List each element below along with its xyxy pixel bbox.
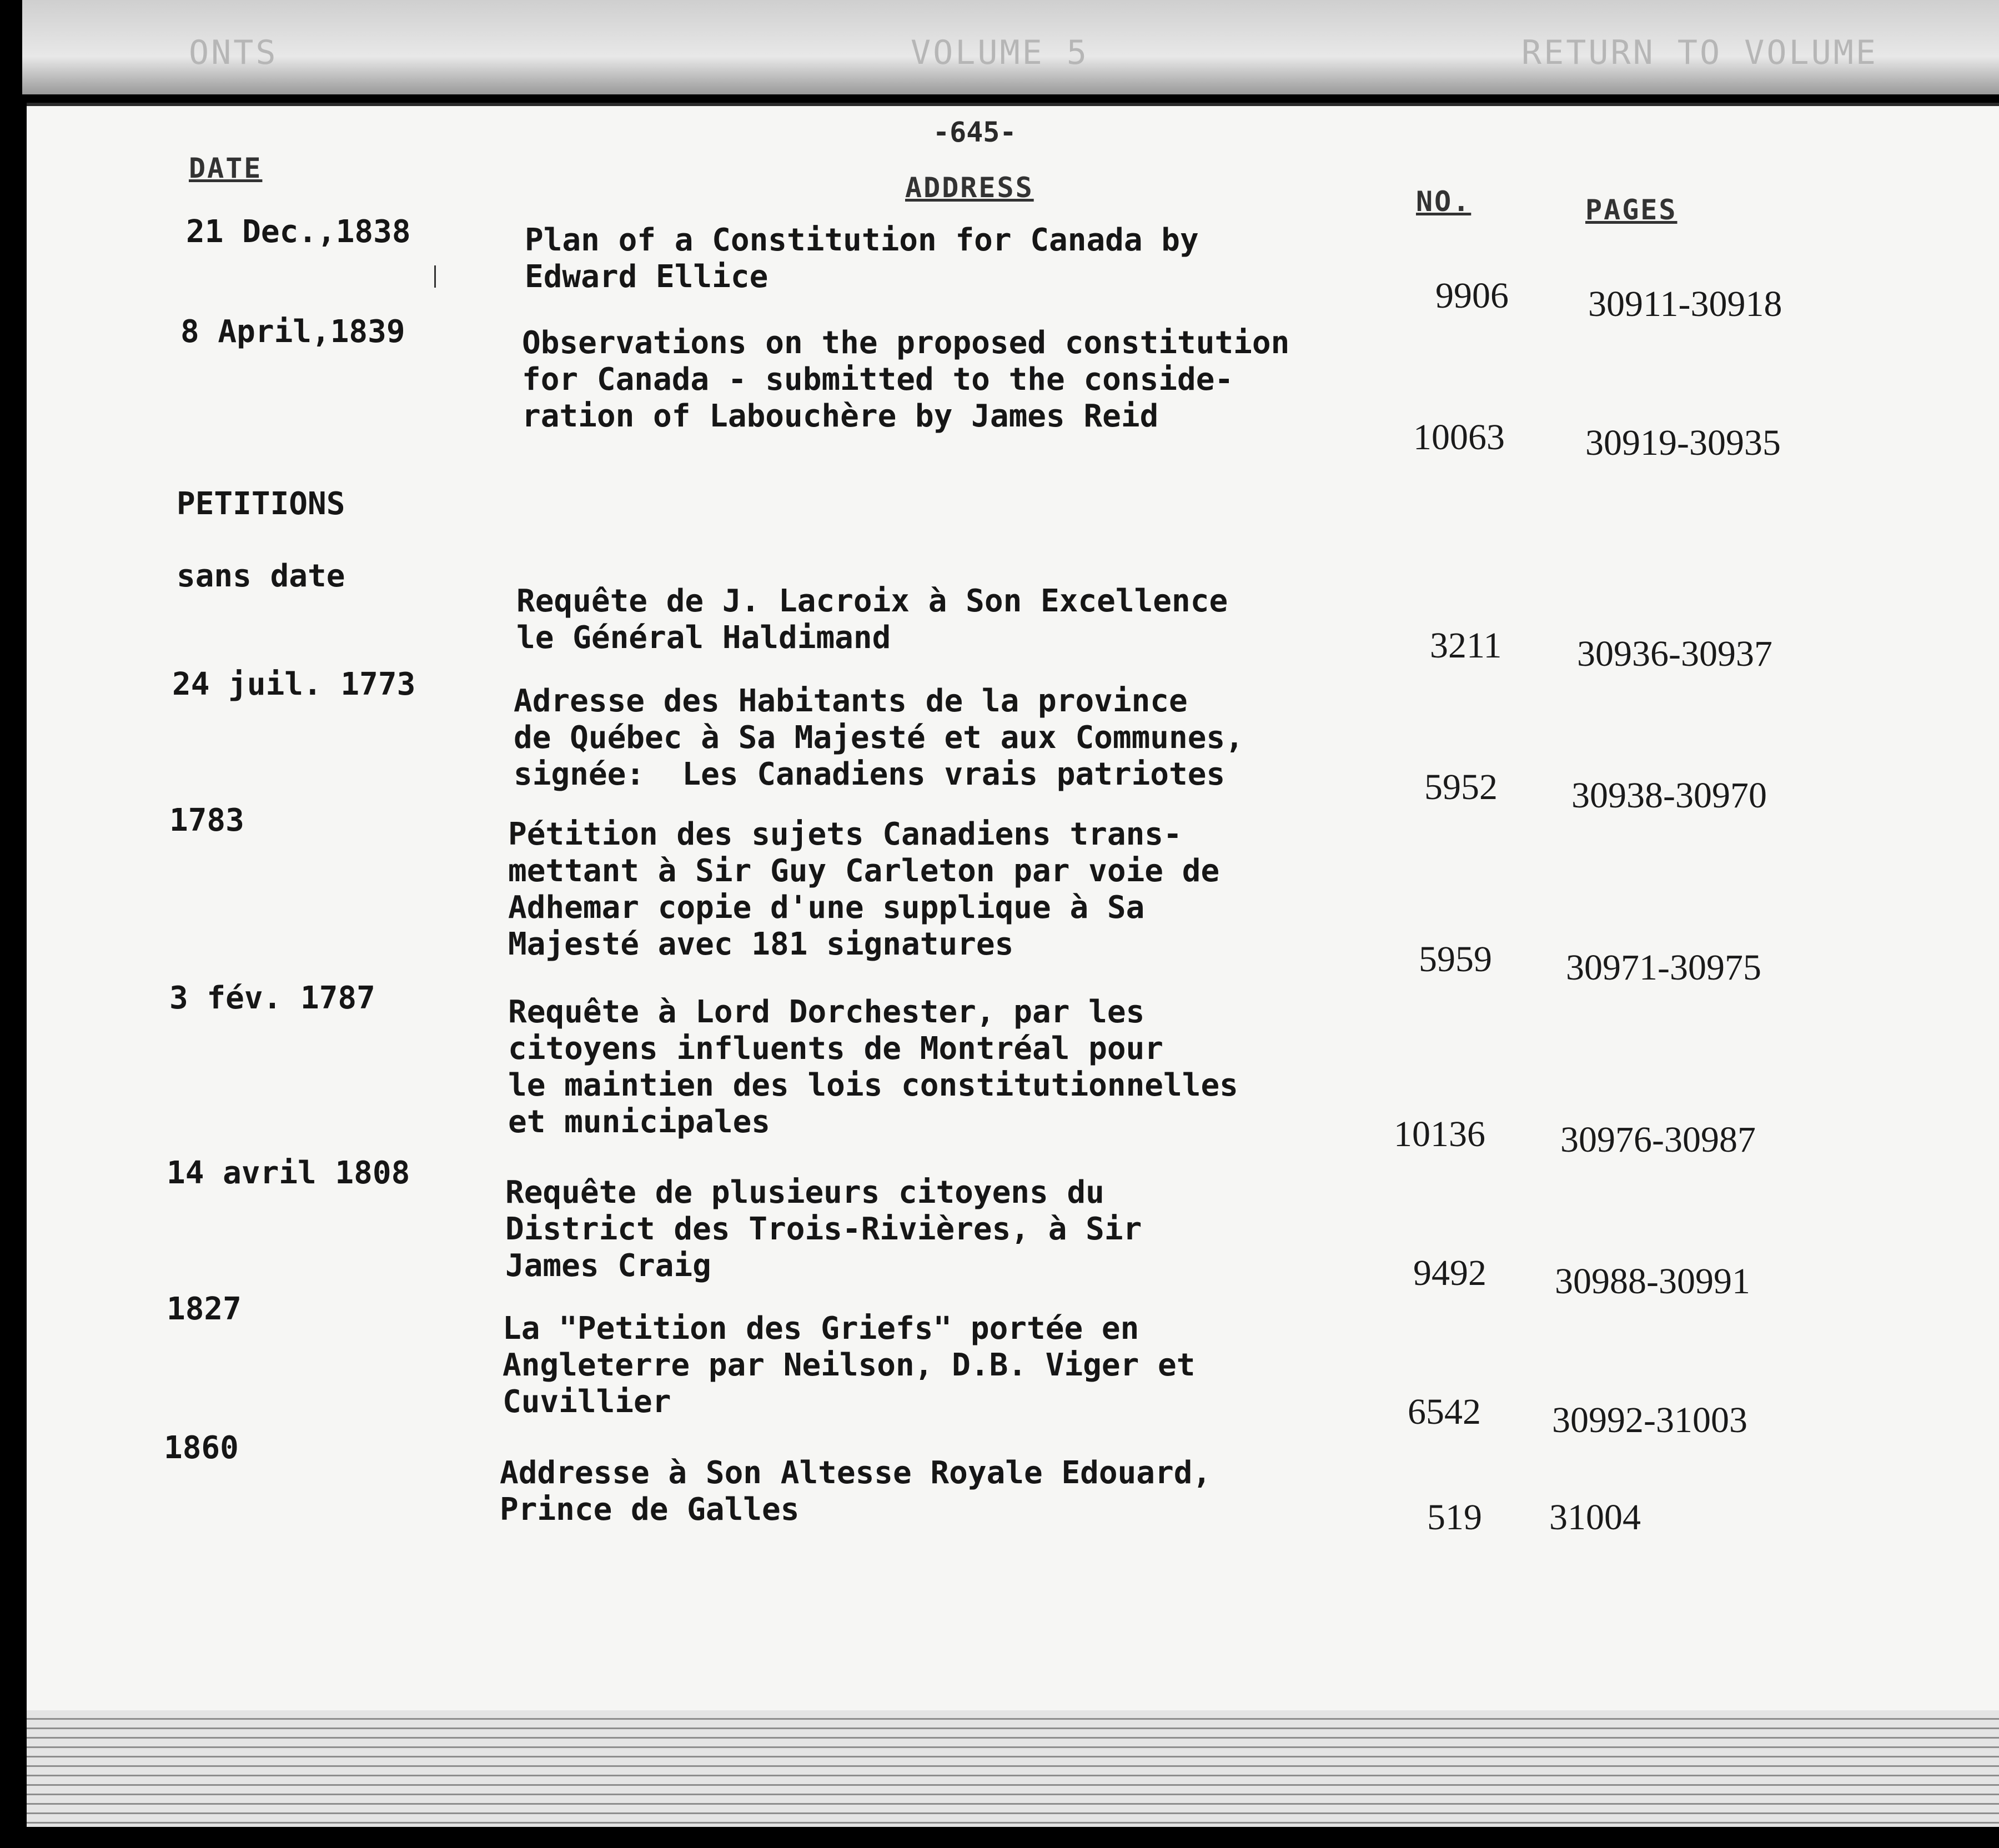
entry-pages: 30988-30991 <box>1555 1261 1750 1302</box>
stacked-page-edges <box>27 1710 1999 1827</box>
entry-date: 1860 <box>164 1430 239 1466</box>
entry-no: 6542 <box>1408 1392 1481 1432</box>
entry-date: 1783 <box>169 802 244 838</box>
entry-no: 519 <box>1427 1497 1482 1538</box>
entry-address: La "Petition des Griefs" portée en Angleterre par Neilson, D.B. Viger et Cuvillier <box>503 1310 1196 1420</box>
entry-no: 9492 <box>1413 1253 1486 1293</box>
page-number: -645- <box>933 116 1017 148</box>
entry-date: 8 April,1839 <box>180 314 405 350</box>
binder-ghost-text-right: RETURN TO VOLUME <box>1521 33 1878 72</box>
entry-date: sans date <box>177 558 345 594</box>
entry-no: 5959 <box>1419 939 1492 980</box>
entry-no: 10063 <box>1413 417 1505 458</box>
binder-ghost-text-left: ONTS <box>189 33 278 72</box>
entry-address: Observations on the proposed constitution for Canada - submitted to the conside- ration of Labouchère by James Reid <box>522 325 1290 434</box>
entry-address: Addresse à Son Altesse Royale Edouard, Prince de Galles <box>500 1455 1212 1528</box>
header-pages: PAGES <box>1585 194 1677 226</box>
binder-strip <box>22 0 1999 94</box>
entry-address: Pétition des sujets Canadiens trans- mettant à Sir Guy Carleton par voie de Adhemar copie d'une supplique à Sa Majesté avec 181 signatures <box>508 816 1220 962</box>
entry-pages: 30911-30918 <box>1588 284 1782 324</box>
entry-address: Requête à Lord Dorchester, par les citoyens influents de Montréal pour le maintien des lois constitutionnelles et municipales <box>508 994 1238 1140</box>
binder-ghost-text-center: VOLUME 5 <box>911 33 1089 72</box>
entry-date: 1827 <box>167 1291 242 1327</box>
entry-date: 3 fév. 1787 <box>169 980 375 1016</box>
entry-pages: 30938-30970 <box>1571 775 1767 816</box>
pencil-mark <box>434 265 436 288</box>
entry-address: Adresse des Habitants de la province de Québec à Sa Majesté et aux Communes, signée: Les Canadiens vrais patriotes <box>514 683 1244 792</box>
entry-address: Requête de J. Lacroix à Son Excellence le Général Haldimand <box>516 583 1228 656</box>
entry-no: 9906 <box>1435 275 1509 316</box>
entry-address: Plan of a Constitution for Canada by Edward Ellice <box>525 222 1199 295</box>
entry-pages: 30992-31003 <box>1552 1400 1747 1440</box>
entry-no: 5952 <box>1424 767 1498 807</box>
entry-pages: 30971-30975 <box>1566 947 1761 988</box>
entry-no: 10136 <box>1394 1114 1485 1154</box>
entry-no: 3211 <box>1430 625 1502 666</box>
entry-pages: 30936-30937 <box>1577 634 1772 674</box>
entry-address: Requête de plusieurs citoyens du District des Trois-Rivières, à Sir James Craig <box>505 1174 1142 1284</box>
header-address: ADDRESS <box>905 172 1034 204</box>
section-heading: PETITIONS <box>177 486 345 522</box>
header-date: DATE <box>189 152 263 184</box>
header-no: NO. <box>1416 185 1471 218</box>
entry-date: 24 juil. 1773 <box>172 666 416 702</box>
entry-pages: 30919-30935 <box>1585 423 1781 463</box>
entry-date: 21 Dec.,1838 <box>186 214 411 250</box>
entry-date: 14 avril 1808 <box>167 1155 410 1191</box>
entry-pages: 31004 <box>1549 1497 1641 1538</box>
entry-pages: 30976-30987 <box>1560 1119 1756 1160</box>
